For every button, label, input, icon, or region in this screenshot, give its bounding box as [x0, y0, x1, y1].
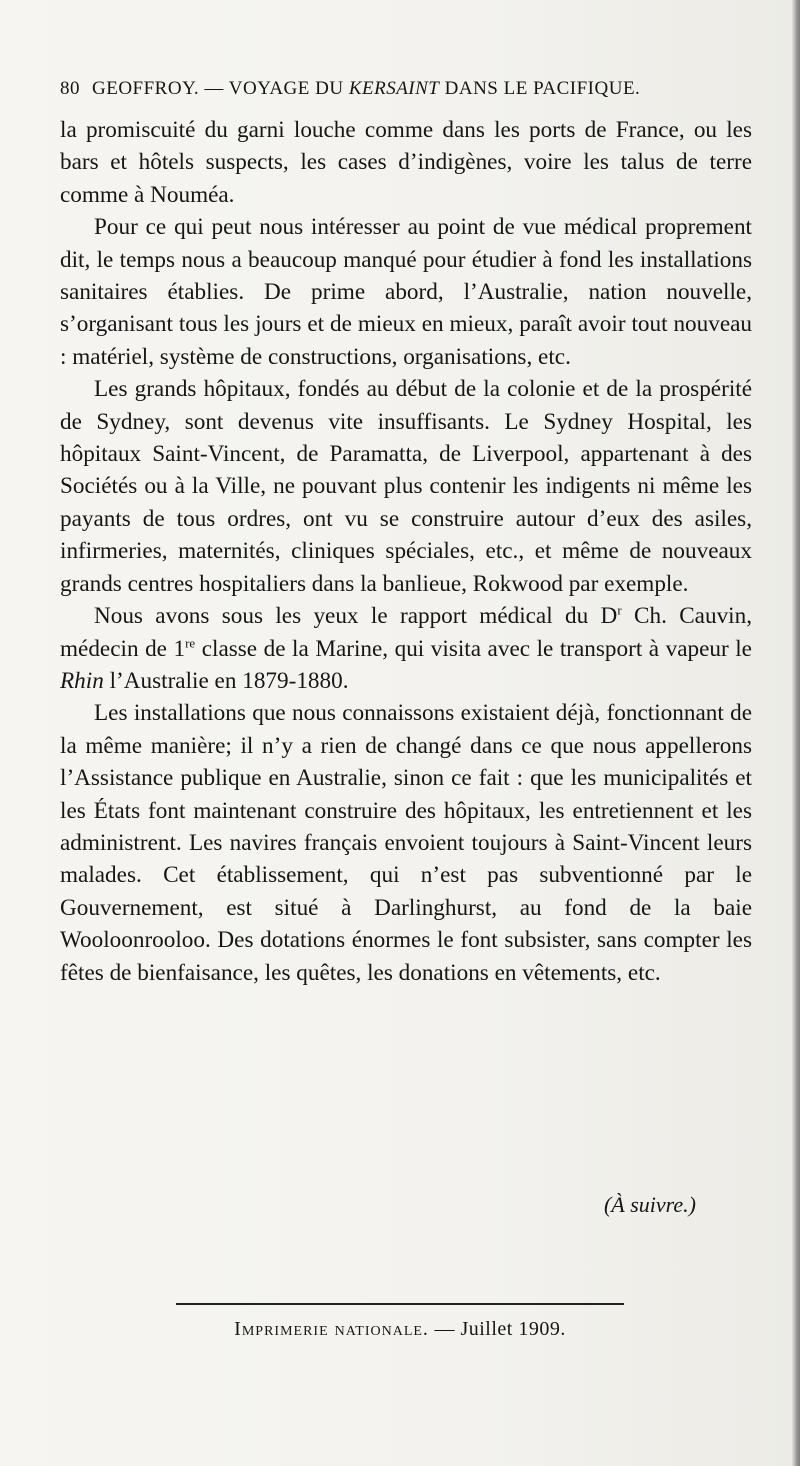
running-title-part1: GEOFFROY. — VOYAGE DU: [92, 78, 349, 99]
footer-rule: [176, 1303, 624, 1305]
body-text: [60, 114, 752, 989]
paragraph-4-text-b: Ch. Cauvin, médecin de 1: [60, 603, 752, 662]
ship-name-rhin: Rhin: [60, 667, 104, 694]
imprint-line: [0, 1318, 800, 1341]
paragraph-3: Les grands hôpitaux, fondés au début de la colonie et de la prospérité de Sydney, sont devenus vite insuffisants. Le Sydney Hospital, les hôpitaux Saint-Vincent, de Paramatta, de Liverpool, appartenant à des Sociétés ou à la Ville, ne pouvant plus contenir les indigents ni même les payants de tous ordres, ont vu se construire autour d’eux des asiles, infirmeries, maternités, cliniques spéciales, etc., et même de nouveaux grands centres hospitaliers dans la banlieue, Rokwood par exemple.: [60, 376, 752, 597]
print-date: — Juillet 1909.: [428, 1318, 566, 1340]
running-header: [60, 78, 760, 100]
page-edge-shadow: [792, 0, 800, 1466]
paragraph-2: Pour ce qui peut nous intéresser au point de vue médical proprement dit, le temps nous a beaucoup manqué pour étudier à fond les installations sanitaires établies. De prime abord, l’Australie, nation nouvelle, s’organisant tous les jours et de mieux en mieux, paraît avoir tout nouveau : matériel, système de constructions, organisations, etc.: [60, 214, 752, 370]
paragraph-4: [60, 600, 752, 697]
paragraph-4-text-c: classe de la Marine, qui visita avec le transport à vapeur le: [195, 635, 752, 662]
superscript-docteur: r: [617, 602, 622, 618]
printer-name: Imprimerie nationale.: [234, 1318, 429, 1340]
running-title-part2: DANS LE PACIFIQUE.: [439, 78, 641, 99]
page-number: 80: [60, 78, 80, 99]
superscript-premiere: re: [185, 634, 196, 650]
paragraph-1: la promiscuité du garni louche comme dans les ports de France, ou les bars et hôtels suspects, les cases d’indigènes, voire les talus de terre comme à Nouméa.: [60, 117, 752, 208]
running-title-ship-name: KERSAINT: [348, 78, 440, 99]
paragraph-4-text-a: Nous avons sous les yeux le rapport médical du D: [94, 603, 618, 630]
to-be-continued: (À suivre.): [603, 1192, 696, 1217]
paragraph-4-text-d: l’Australie en 1879-1880.: [103, 667, 349, 694]
paragraph-5: Les installations que nous connaissons existaient déjà, fonctionnant de la même manière; il n’y a rien de changé dans ce que nous appellerons l’Assistance publique en Australie, sinon ce fait : que les municipalités et les États font maintenant construire des hôpitaux, les entretiennent et les administrent. Les navires français envoient toujours à Saint-Vincent leurs malades. Cet établissement, qui n’est pas subventionné par le Gouvernement, est situé à Darlinghurst, au fond de la baie Wooloonrooloo. Des dotations énormes le font subsister, sans compter les fêtes de bienfaisance, les quêtes, les donations en vêtements, etc.: [60, 700, 752, 986]
